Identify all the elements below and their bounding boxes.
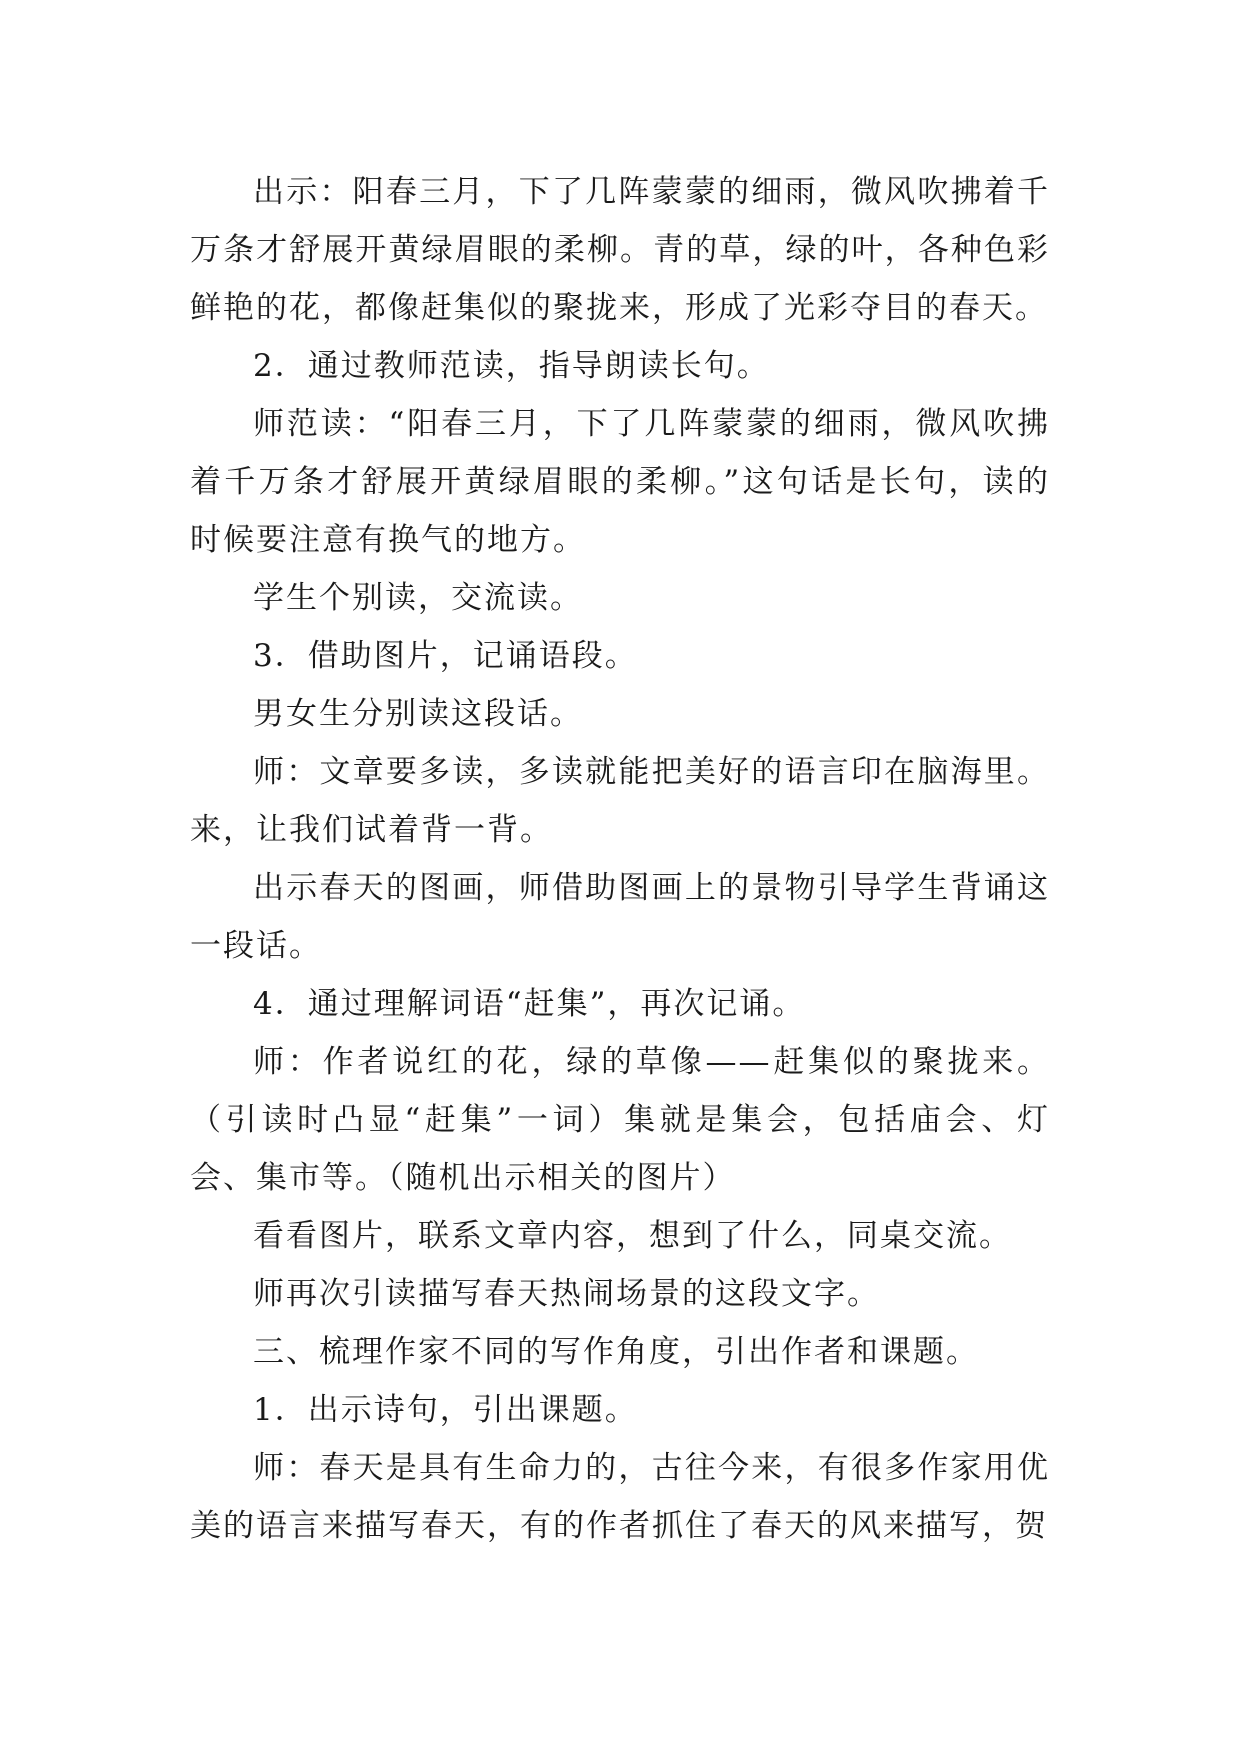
paragraph-2: 2．通过教师范读，指导朗读长句。 (253, 348, 770, 384)
paragraph-4: 学生个别读，交流读。 (253, 580, 583, 616)
paragraph-5: 3．借助图片，记诵语段。 (253, 638, 638, 674)
paragraph-6: 男女生分别读这段话。 (253, 696, 583, 732)
paragraph-13: 三、梳理作家不同的写作角度，引出作者和课题。 (253, 1334, 979, 1370)
paragraph-11: 看看图片，联系文章内容，想到了什么，同桌交流。 (253, 1218, 1012, 1254)
paragraph-14: 1．出示诗句，引出课题。 (253, 1392, 638, 1428)
paragraph-10: 师：作者说红的花，绿的草像——赶集似的聚拢来。（引读时凸显“赶集”一词）集就是集会，包括庙会、灯会、集市等。（随机出示相关的图片） (190, 1044, 1050, 1196)
paragraph-12: 师再次引读描写春天热闹场景的这段文字。 (253, 1276, 880, 1312)
paragraph-8: 出示春天的图画，师借助图画上的景物引导学生背诵这一段话。 (190, 870, 1050, 964)
paragraph-15: 师：春天是具有生命力的，古往今来，有很多作家用优美的语言来描写春天，有的作者抓住了春天的风来描写，贺 (190, 1450, 1050, 1544)
paragraph-3: 师范读：“阳春三月，下了几阵蒙蒙的细雨，微风吹拂着千万条才舒展开黄绿眉眼的柔柳。”这句话是长句，读的时候要注意有换气的地方。 (190, 406, 1050, 558)
paragraph-1: 出示：阳春三月，下了几阵蒙蒙的细雨，微风吹拂着千万条才舒展开黄绿眉眼的柔柳。青的草，绿的叶，各种色彩鲜艳的花，都像赶集似的聚拢来，形成了光彩夺目的春天。 (190, 174, 1050, 326)
paragraph-7: 师：文章要多读，多读就能把美好的语言印在脑海里。来，让我们试着背一背。 (190, 754, 1050, 848)
document-body (190, 163, 1050, 1555)
paragraph-9: 4．通过理解词语“赶集”，再次记诵。 (253, 986, 806, 1022)
